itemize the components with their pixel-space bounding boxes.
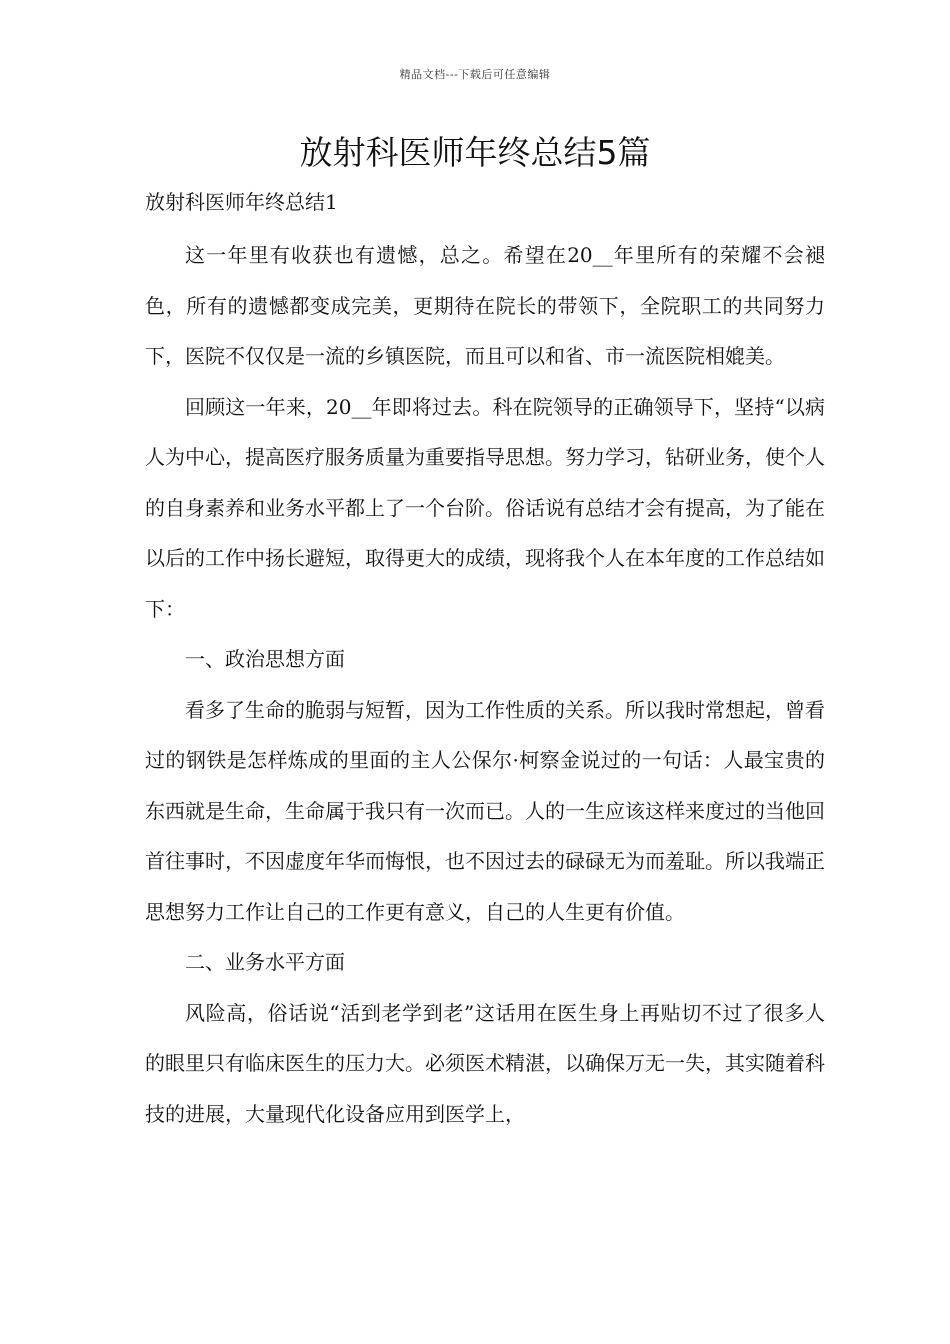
header-note: 精品文档---下载后可任意编辑 [399, 68, 551, 81]
document-body [145, 180, 825, 1139]
document-title: 放射科医师年终总结5篇 [299, 133, 651, 172]
paragraph-3: 看多了生命的脆弱与短暂，因为工作性质的关系。所以我时常想起，曾看过的钢铁是怎样炼成的里面的主人公保尔·柯察金说过的一句话：人最宝贵的东西就是生命，生命属于我只有一次而已。人的一生应该这样来度过的当他回首往事时，不因虚度年华而悔恨，也不因过去的碌碌无为而羞耻。所以我端正思想努力工作让自己的工作更有意义，自己的人生更有价值。 [145, 697, 825, 924]
paragraph-2: 回顾这一年来，20__年即将过去。科在院领导的正确领导下，坚持“以病人为中心，提高医疗服务质量为重要指导思想。努力学习，钻研业务，使个人的自身素养和业务水平都上了一个台阶。俗话说有总结才会有提高，为了能在以后的工作中扬长避短，取得更大的成绩，现将我个人在本年度的工作总结如下： [145, 394, 825, 621]
section-heading-political: 一、政治思想方面 [185, 647, 345, 671]
paragraph-1: 这一年里有收获也有遗憾，总之。希望在20__年里所有的荣耀不会褪色，所有的遗憾都变成完美，更期待在院长的带领下，全院职工的共同努力下，医院不仅仅是一流的乡镇医院，而且可以和省、市一流医院相媲美。 [145, 243, 825, 368]
paragraph-4: 风险高，俗话说“活到老学到老”这话用在医生身上再贴切不过了很多人的眼里只有临床医生的压力大。必须医术精湛，以确保万无一失，其实随着科技的进展，大量现代化设备应用到医学上， [145, 1000, 825, 1126]
section-heading-business: 二、业务水平方面 [185, 950, 345, 974]
subheading: 放射科医师年终总结1 [145, 190, 338, 214]
